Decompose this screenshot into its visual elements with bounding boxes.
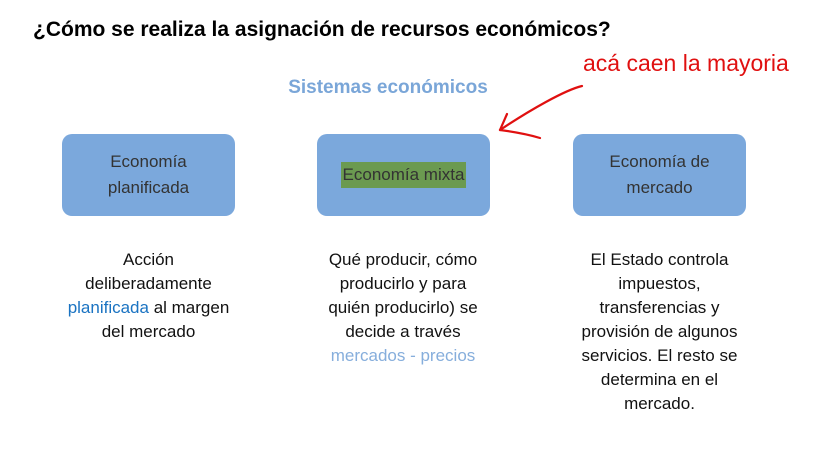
description-line: determina en el xyxy=(600,370,719,389)
description-line xyxy=(42,296,255,320)
description-market-economy xyxy=(552,248,767,416)
box-mixed-economy-label: Economía mixta xyxy=(341,162,467,188)
description-line: del mercado xyxy=(101,322,196,341)
description-line: El Estado controla xyxy=(590,250,729,269)
box-label-line: mercado xyxy=(626,178,693,197)
box-market-economy xyxy=(573,134,746,216)
description-line: quién producirlo) se xyxy=(328,298,478,317)
box-mixed-economy xyxy=(317,134,490,216)
description-line: impuestos, xyxy=(618,274,701,293)
description-mixed-economy xyxy=(296,248,510,368)
box-label-line: planificada xyxy=(107,178,190,197)
box-planned-economy xyxy=(62,134,235,216)
description-line: deliberadamente xyxy=(85,274,212,293)
handwritten-annotation: acá caen la mayoria xyxy=(583,50,789,76)
box-planned-economy-label xyxy=(108,149,189,201)
description-line: producirlo y para xyxy=(339,274,467,293)
highlight-term: mercados - precios xyxy=(330,346,476,365)
box-label-line: Economía de xyxy=(609,152,710,171)
highlight-term: planificada xyxy=(67,298,149,317)
box-market-economy-label xyxy=(609,149,709,201)
description-planned-economy xyxy=(42,248,255,344)
description-line: provisión de algunos xyxy=(581,322,738,341)
slide-title: ¿Cómo se realiza la asignación de recursos económicos? xyxy=(33,18,611,41)
box-label-line: Economía xyxy=(110,152,187,171)
description-line: Qué producir, cómo xyxy=(328,250,478,269)
description-line: transferencias y xyxy=(599,298,720,317)
description-line: Acción xyxy=(122,250,175,269)
description-line: decide a través xyxy=(345,322,461,341)
description-line: servicios. El resto se xyxy=(581,346,738,365)
description-text: al margen xyxy=(148,298,230,317)
section-heading: Sistemas económicos xyxy=(288,77,488,98)
description-line: mercado. xyxy=(624,394,695,413)
